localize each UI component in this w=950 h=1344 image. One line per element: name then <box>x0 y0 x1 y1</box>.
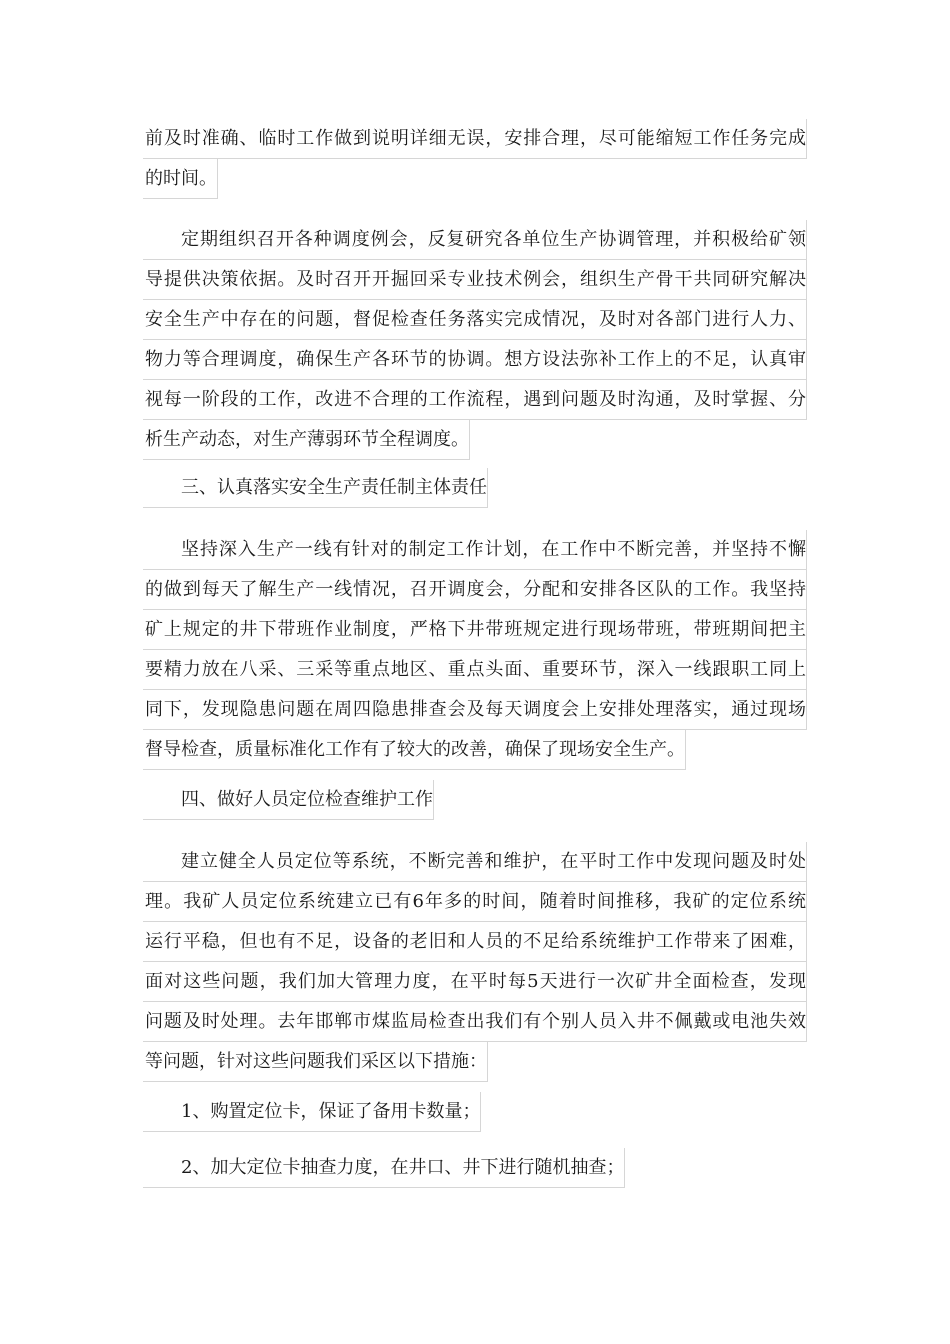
list-item-text: 2、加大定位卡抽查力度，在井口、井下进行随机抽查； <box>143 1148 625 1188</box>
paragraph-line: 理。我矿人员定位系统建立已有6年多的时间，随着时间推移，我矿的定位系统 <box>143 882 807 922</box>
paragraph <box>143 119 807 199</box>
paragraph <box>143 530 807 770</box>
paragraph <box>143 842 807 1082</box>
paragraph-line: 的时间。 <box>143 159 218 199</box>
paragraph-line: 前及时准确、临时工作做到说明详细无误，安排合理，尽可能缩短工作任务完成 <box>143 119 807 159</box>
paragraph-line: 矿上规定的井下带班作业制度，严格下井带班规定进行现场带班，带班期间把主 <box>143 610 807 650</box>
paragraph-line: 定期组织召开各种调度例会，反复研究各单位生产协调管理，并积极给矿领 <box>143 220 807 260</box>
paragraph-line: 坚持深入生产一线有针对的制定工作计划，在工作中不断完善，并坚持不懈 <box>143 530 807 570</box>
paragraph-line: 同下，发现隐患问题在周四隐患排查会及每天调度会上安排处理落实，通过现场 <box>143 690 807 730</box>
paragraph-line: 要精力放在八采、三采等重点地区、重点头面、重要环节，深入一线跟职工同上 <box>143 650 807 690</box>
paragraph-line: 的做到每天了解生产一线情况，召开调度会，分配和安排各区队的工作。我坚持 <box>143 570 807 610</box>
list-item <box>143 1092 481 1132</box>
list-item <box>143 1148 625 1188</box>
section-heading-text: 三、认真落实安全生产责任制主体责任 <box>143 468 488 508</box>
paragraph-line: 析生产动态，对生产薄弱环节全程调度。 <box>143 420 470 460</box>
paragraph-line: 督导检查，质量标准化工作有了较大的改善，确保了现场安全生产。 <box>143 730 686 770</box>
section-heading-text: 四、做好人员定位检查维护工作 <box>143 780 434 820</box>
paragraph-line: 面对这些问题，我们加大管理力度，在平时每5天进行一次矿井全面检查，发现 <box>143 962 807 1002</box>
section-heading <box>143 468 488 508</box>
paragraph-line: 运行平稳，但也有不足，设备的老旧和人员的不足给系统维护工作带来了困难， <box>143 922 807 962</box>
paragraph-line: 导提供决策依据。及时召开开掘回采专业技术例会，组织生产骨干共同研究解决 <box>143 260 807 300</box>
paragraph-line: 视每一阶段的工作，改进不合理的工作流程，遇到问题及时沟通，及时掌握、分 <box>143 380 807 420</box>
paragraph <box>143 220 807 460</box>
section-heading <box>143 780 434 820</box>
paragraph-line: 问题及时处理。去年邯郸市煤监局检查出我们有个别人员入井不佩戴或电池失效 <box>143 1002 807 1042</box>
paragraph-line: 等问题，针对这些问题我们采区以下措施： <box>143 1042 488 1082</box>
paragraph-line: 建立健全人员定位等系统，不断完善和维护，在平时工作中发现问题及时处 <box>143 842 807 882</box>
list-item-text: 1、购置定位卡，保证了备用卡数量； <box>143 1092 481 1132</box>
paragraph-line: 物力等合理调度，确保生产各环节的协调。想方设法弥补工作上的不足，认真审 <box>143 340 807 380</box>
paragraph-line: 安全生产中存在的问题，督促检查任务落实完成情况，及时对各部门进行人力、 <box>143 300 807 340</box>
